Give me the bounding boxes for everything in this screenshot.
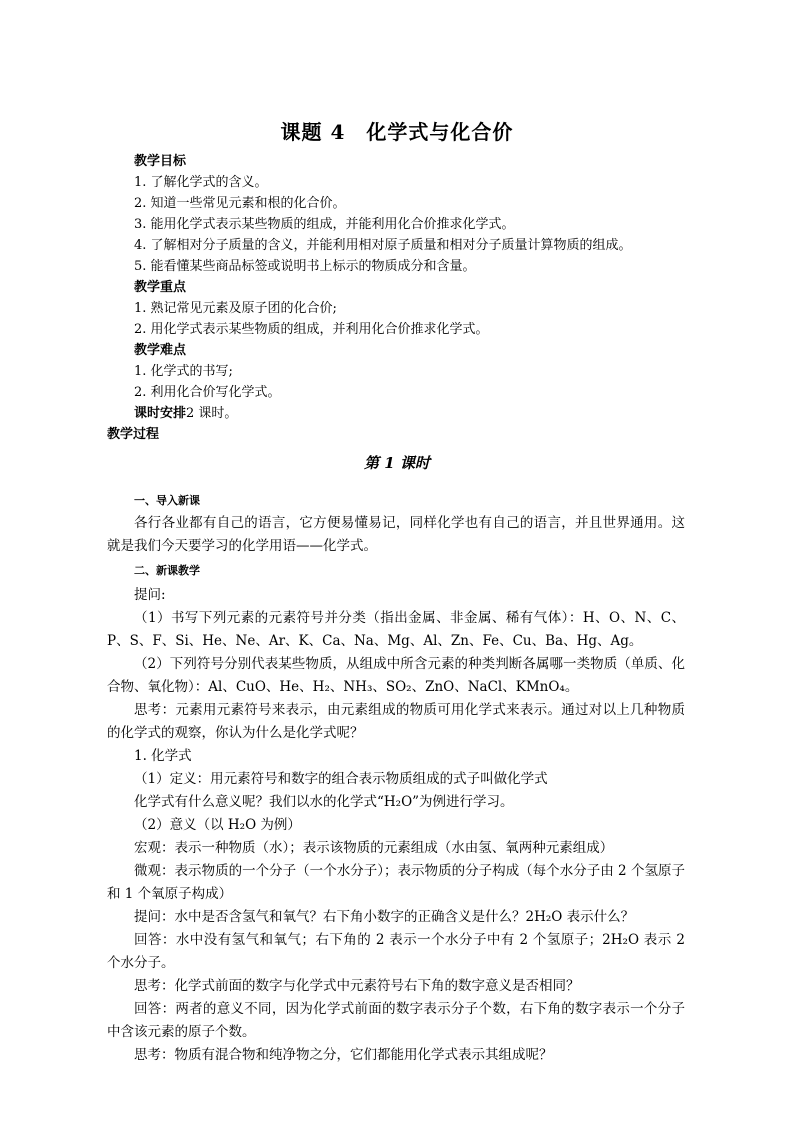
objectives-heading: 教学目标 <box>134 154 187 169</box>
objective-item: 3. 能用化学式表示某些物质的组成，并能利用化合价推求化学式。 <box>134 217 515 232</box>
paragraph: 提问：水中是否含氢气和氧气？右下角小数字的正确含义是什么？2H₂O 表示什么？ <box>134 909 635 925</box>
objective-item: 1. 了解化学式的含义。 <box>134 175 268 190</box>
paragraph: 思考：元素用元素符号来表示，由元素组成的物质可用化学式来表示。通过对以上几种物质的化学式的观察，你认为什么是化学式呢？ <box>107 702 685 741</box>
difficulty-item: 2. 利用化合价写化学式。 <box>134 385 281 400</box>
paragraph: （1）定义：用元素符号和数字的组合表示物质组成的式子叫做化学式 <box>134 771 548 787</box>
paragraph: 提问: <box>134 587 166 603</box>
new-lesson-heading: 二、新课教学 <box>134 564 200 577</box>
objective-item: 4. 了解相对分子质量的含义，并能利用相对原子质量和相对分子质量计算物质的组成。 <box>134 238 632 253</box>
page-title: 课题 4 化学式与化合价 <box>280 120 514 144</box>
schedule-label: 课时安排 <box>134 406 187 421</box>
paragraph: （2）意义（以 H₂O 为例） <box>134 817 301 833</box>
key-point-item: 2. 用化学式表示某些物质的组成，并利用化合价推求化学式。 <box>134 322 489 337</box>
paragraph: （2）下列符号分别代表某些物质，从组成中所含元素的种类判断各属哪一类物质（单质、化合物、氧化物）：Al、CuO、He、H₂、NH₃、SO₂、ZnO、NaCl、KMnO₄。 <box>107 656 685 695</box>
objective-item: 2. 知道一些常见元素和根的化合价。 <box>134 196 346 211</box>
intro-heading: 一、导入新课 <box>134 494 200 507</box>
objective-item: 5. 能看懂某些商品标签或说明书上标示的物质成分和含量。 <box>134 259 476 274</box>
difficulties-heading: 教学难点 <box>134 343 187 358</box>
intro-paragraph: 各行各业都有自己的语言，它方便易懂易记，同样化学也有自己的语言，并且世界通用。这就是我们今天要学习的化学用语——化学式。 <box>107 515 685 554</box>
lesson-heading: 第 1 课时 <box>364 454 430 472</box>
paragraph: 宏观：表示一种物质（水）；表示该物质的元素组成（水由氢、氧两种元素组成） <box>134 840 614 856</box>
paragraph: 回答：两者的意义不同，因为化学式前面的数字表示分子个数，右下角的数字表示一个分子中含该元素的原子个数。 <box>107 1001 685 1040</box>
key-point-item: 1. 熟记常见元素及原子团的化合价; <box>134 301 337 316</box>
paragraph: 思考：物质有混合物和纯净物之分，它们都能用化学式表示其组成呢？ <box>134 1047 553 1063</box>
paragraph: 微观：表示物质的一个分子（一个水分子）；表示物质的分子构成（每个水分子由 2 个氢原子和 1 个氧原子构成） <box>107 863 685 902</box>
difficulty-item: 1. 化学式的书写; <box>134 364 233 379</box>
paragraph: 化学式有什么意义呢？我们以水的化学式“H₂O”为例进行学习。 <box>134 794 514 810</box>
process-heading: 教学过程 <box>107 427 160 442</box>
paragraph: 1. 化学式 <box>134 748 192 764</box>
key-points-heading: 教学重点 <box>134 280 187 295</box>
schedule-value: 2 课时。 <box>186 406 238 421</box>
paragraph: （1）书写下列元素的元素符号并分类（指出金属、非金属、稀有气体）：H、O、N、C、P、S、F、Si、He、Ne、Ar、K、Ca、Na、Mg、Al、Zn、Fe、Cu、Ba、Hg、Ag。 <box>107 610 685 649</box>
schedule-line <box>134 402 237 421</box>
paragraph: 思考：化学式前面的数字与化学式中元素符号右下角的数字意义是否相同？ <box>134 978 580 994</box>
paragraph: 回答：水中没有氢气和氧气；右下角的 2 表示一个水分子中有 2 个氢原子；2H₂O 表示 2 个水分子。 <box>107 932 685 971</box>
